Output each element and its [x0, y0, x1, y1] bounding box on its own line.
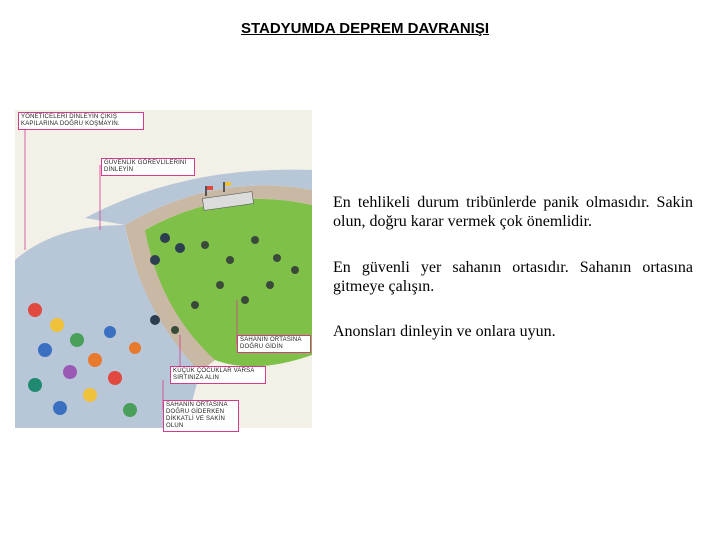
- callout-listen-managers: YÖNETİCELERİ DİNLEYİN ÇIKIŞ KAPILARINA DOĞRU KOŞMAYIN.: [18, 112, 144, 130]
- callout-go-to-field-center: SAHANIN ORTASINA DOĞRU GİDİN: [237, 335, 311, 353]
- callout-carry-children: KÜÇÜK ÇOCUKLAR VARSA SIRTINIZA ALIN: [170, 366, 266, 384]
- paragraph-follow-announcements: Anonsları dinleyin ve onlara uyun.: [333, 323, 556, 340]
- callout-listen-security: GÜVENLİK GÖREVLİLERİNİ DİNLEYİN: [101, 158, 195, 176]
- callout-stay-calm: SAHANIN ORTASINA DOĞRU GİDERKEN DİKKATLİ VE SAKİN OLUN: [163, 400, 239, 432]
- paragraph-safest-place: En güvenli yer sahanın ortasıdır. Sahanın ortasına gitmeye çalışın.: [333, 259, 693, 295]
- page-title: STADYUMDA DEPREM DAVRANIŞI: [240, 20, 490, 37]
- paragraph-panic-warning: En tehlikeli durum tribünlerde panik olmasıdır. Sakin olun, doğru karar vermek çok önemlidir.: [333, 194, 693, 230]
- stadium-illustration: [15, 110, 312, 428]
